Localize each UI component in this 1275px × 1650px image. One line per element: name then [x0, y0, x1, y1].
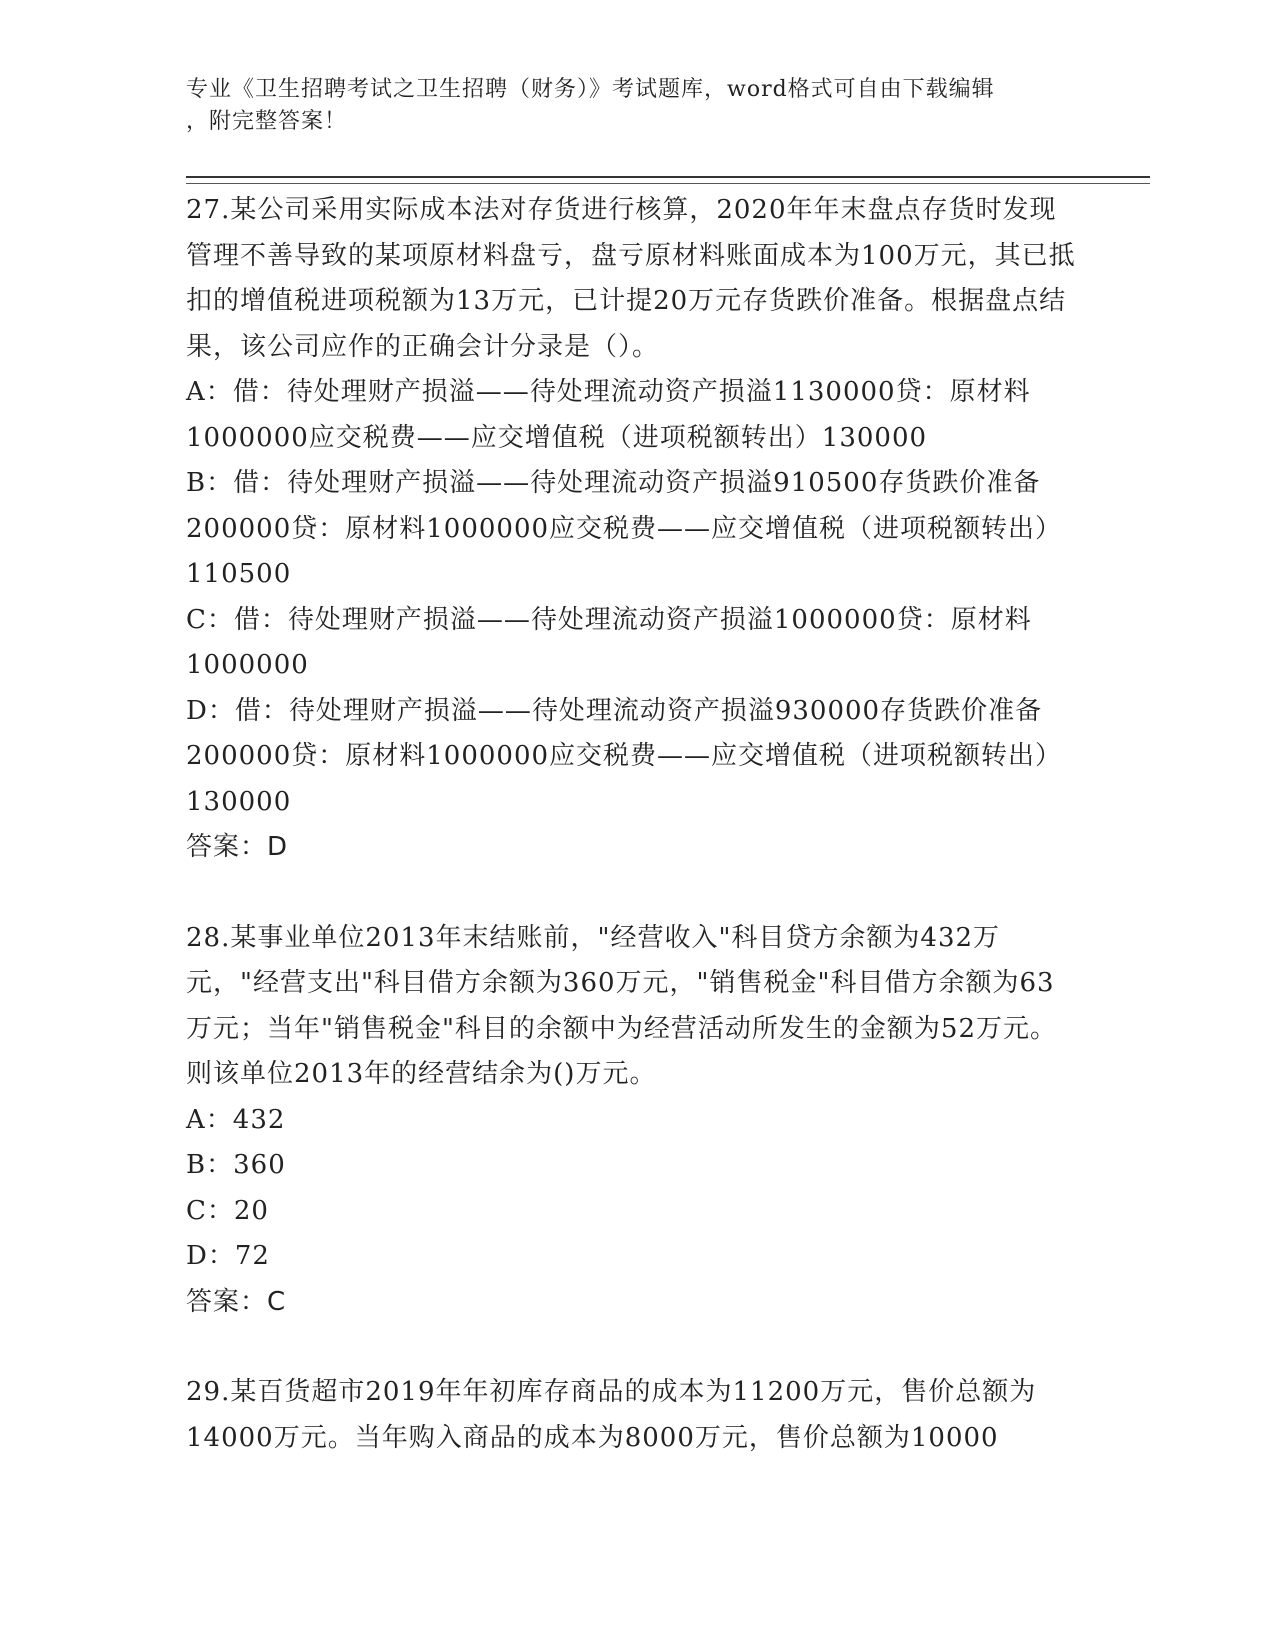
- answer-line: 答案：D: [186, 832, 289, 862]
- question-stem: 27.某公司采用实际成本法对存货进行核算，2020年年末盘点存货时发现管理不善导致的某项原材料盘亏，盘亏原材料账面成本为100万元，其已抵扣的增值税进项税额为13万元，已计提20万元存货跌价准备。根据盘点结果，该公司应作的正确会计分录是（）。: [186, 195, 1076, 362]
- option-a: A：432: [186, 1104, 286, 1135]
- question-29: [186, 1370, 1076, 1461]
- question-stem: 28.某事业单位2013年末结账前，"经营收入"科目贷方余额为432万元，"经营支出"科目借方余额为360万元，"销售税金"科目借方余额为63万元；当年"销售税金"科目的余额中为经营活动所发生的金额为52万元。则该单位2013年的经营结余为()万元。: [186, 922, 1058, 1089]
- option-c: C：20: [186, 1195, 269, 1226]
- option-d: D：借：待处理财产损溢——待处理流动资产损溢930000存货跌价准备200000贷：原材料1000000应交税费——应交增值税（进项税额转出）130000: [186, 695, 1063, 817]
- question-27: [186, 188, 1076, 871]
- question-stem: 29.某百货超市2019年年初库存商品的成本为11200万元，售价总额为14000万元。当年购入商品的成本为8000万元，售价总额为10000: [186, 1377, 1037, 1453]
- question-28: [186, 916, 1076, 1326]
- option-a: A：借：待处理财产损溢——待处理流动资产损溢1130000贷：原材料1000000应交税费——应交增值税（进项税额转出）130000: [186, 377, 1031, 453]
- option-b: B：360: [186, 1150, 286, 1180]
- document-intro: [186, 74, 1066, 138]
- header-divider-thin: [186, 183, 1150, 184]
- intro-line-2: ，附完整答案！: [186, 109, 348, 134]
- option-b: B：借：待处理财产损溢——待处理流动资产损溢910500存货跌价准备200000贷：原材料1000000应交税费——应交增值税（进项税额转出）110500: [186, 468, 1063, 589]
- option-d: D：72: [186, 1241, 270, 1271]
- question-list: [186, 188, 1076, 1461]
- header-divider-thick: [186, 176, 1150, 178]
- answer-line: 答案：C: [186, 1286, 287, 1317]
- option-c: C：借：待处理财产损溢——待处理流动资产损溢1000000贷：原材料1000000: [186, 604, 1032, 680]
- intro-line-1: 专业《卫生招聘考试之卫生招聘（财务）》考试题库，word格式可自由下载编辑: [186, 77, 995, 102]
